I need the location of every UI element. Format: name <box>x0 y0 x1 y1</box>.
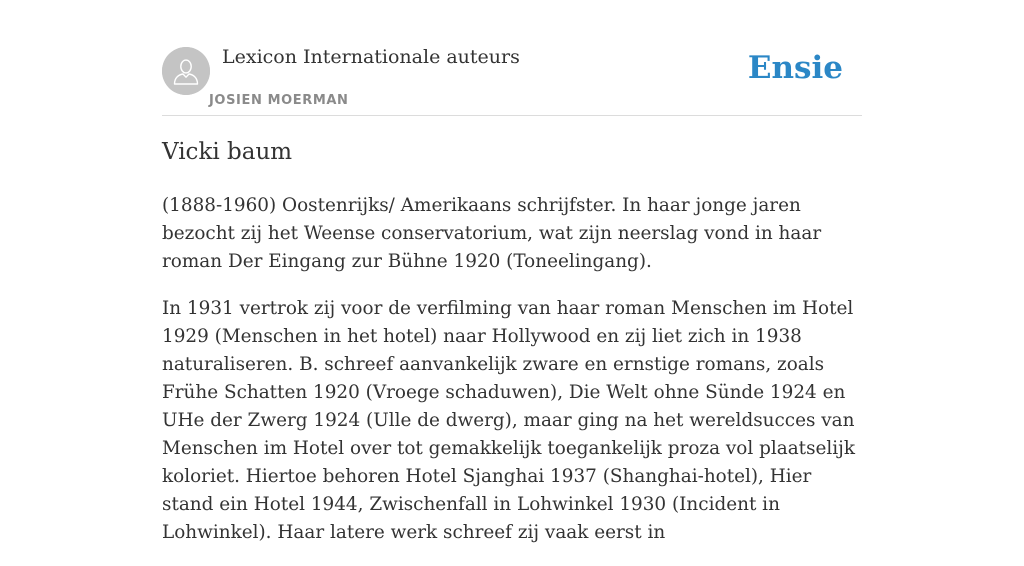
brand-logo[interactable]: Ensie <box>747 50 843 86</box>
avatar[interactable] <box>162 47 210 95</box>
header <box>162 46 862 116</box>
user-placeholder-icon <box>162 47 210 95</box>
article-title: Vicki baum <box>162 139 293 165</box>
article-body <box>162 192 864 566</box>
author-name[interactable]: JOSIEN MOERMAN <box>209 93 349 108</box>
source-title[interactable]: Lexicon Internationale auteurs <box>222 46 520 68</box>
article-paragraph: (1888-1960) Oostenrijks/ Amerikaans schrijfster. In haar jonge jaren bezocht zij het Weense conservatorium, wat zijn neerslag vond in haar roman Der Eingang zur Bühne 1920 (Toneelingang). <box>162 195 822 272</box>
article-paragraph: In 1931 vertrok zij voor de verfilming van haar roman Menschen im Hotel 1929 (Menschen in het hotel) naar Hollywood en zij liet zich in 1938 naturaliseren. B. schreef aanvankelijk zware en ernstige romans, zoals Frühe Schatten 1920 (Vroege schaduwen), Die Welt ohne Sünde 1924 en UHe der Zwerg 1924 (Ulle de dwerg), maar ging na het wereldsucces van Menschen im Hotel over tot gemakkelijk toegankelijk proza vol plaatselijk koloriet. Hiertoe behoren Hotel Sjanghai 1937 (Shanghai-hotel), Hier stand ein Hotel 1944, Zwischenfall in Lohwinkel 1930 (Incident in Lohwinkel). Haar latere werk schreef zij vaak eerst in <box>162 298 855 543</box>
